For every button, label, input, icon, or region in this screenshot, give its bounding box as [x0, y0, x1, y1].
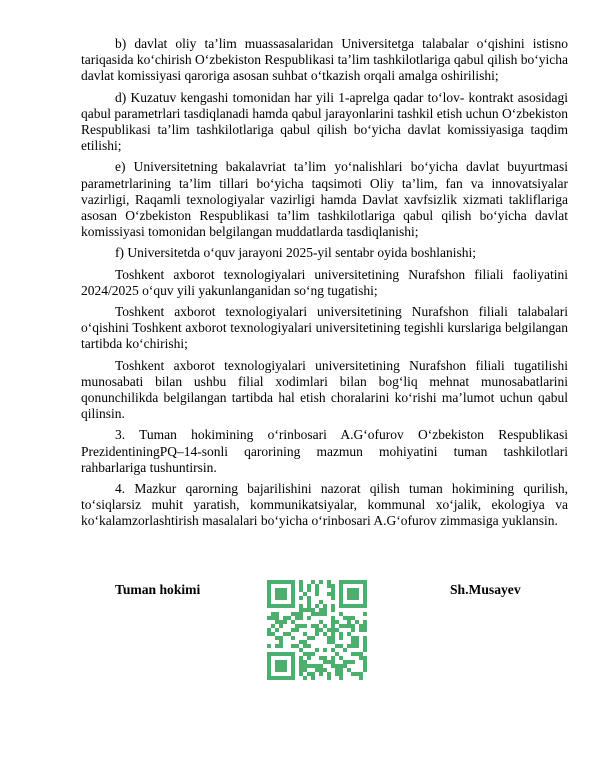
- signer-name: Sh.Musayev: [450, 581, 521, 597]
- signature-block: [81, 580, 568, 710]
- paragraph-d: d) Kuzatuv kengashi tomonidan har yili 1-aprelga qadar toʻlov- kontrakt asosidagi qabul parametrlari tasdiqlanadi hamda qabul jarayonlarini tashkil etish uchun Oʻzbekiston Respublikasi ta’lim tashkilotlariga qabul qilish boʻyicha davlat komissiyasiga taqdim etilishi;: [81, 89, 568, 154]
- qr-code: [267, 580, 367, 680]
- paragraph-e: e) Universitetning bakalavriat ta’lim yoʻnalishlari boʻyicha davlat buyurtmasi parametrlarining ta’lim tillari boʻyicha taqsimoti Oliy ta’lim, fan va innovatsiyalar vazirligi, Raqamli texnologiyalar vazirligi hamda Davlat xavfsizlik xizmati takliflariga asosan Oʻzbekiston Respublikasi ta’lim tashkilotlariga qabul qilish boʻyicha davlat komissiyasi tomonidan belgilangan muddatlarda tasdiqlanishi;: [81, 159, 568, 240]
- signer-title: Tuman hokimi: [115, 581, 201, 597]
- document-body: [81, 36, 568, 530]
- paragraph-f: f) Universitetda oʻquv jarayoni 2025-yil sentabr oyida boshlanishi;: [115, 245, 477, 261]
- paragraph-filial-tugatilishi: Toshkent axborot texnologiyalari universitetining Nurafshon filiali tugatilishi munosabati bilan ushbu filial xodimlari bilan bogʻliq mehnat munosabatlarini qonunchilikda belgilangan tartibda hal etish choralarini koʻrishi ma’lumot uchun qabul qilinsin.: [81, 357, 568, 422]
- paragraph-b: b) davlat oliy ta’lim muassasalaridan Universitetga talabalar oʻqishini istisno tariqasida koʻchirish Oʻzbekiston Respublikasi ta’lim tashkilotlariga qabul qilish boʻyicha davlat komissiyasi qaroriga asosan suhbat oʻtkazish orqali amalga oshirilishi;: [81, 36, 568, 84]
- paragraph-filial-faoliyati: Toshkent axborot texnologiyalari universitetining Nurafshon filiali faoliyatini 2024/2025 oʻquv yili yakunlanganidan soʻng tugatishi;: [81, 266, 568, 298]
- paragraph-item-4: 4. Mazkur qarorning bajarilishini nazorat qilish tuman hokimining qurilish, toʻsiqlarsiz muhit yaratish, kommunikatsiyalar, kommunal xoʻjalik, ekologiya va koʻkalamzorlashtirish masalalari boʻyicha oʻrinbosari A.Gʻofurov zimmasiga yuklansin.: [81, 481, 568, 529]
- paragraph-filial-talabalari: Toshkent axborot texnologiyalari universitetining Nurafshon filiali talabalari oʻqishini Toshkent axborot texnologiyalari universitetining tegishli kurslariga belgilangan tartibda koʻchirishi;: [81, 304, 568, 352]
- paragraph-item-3: 3. Tuman hokimining oʻrinbosari A.Gʻofurov Oʻzbekiston Respublikasi PrezidentiningPQ–14-sonli qarorining mazmun mohiyatini tuman tashkilotlari rahbarlariga tushuntirsin.: [81, 427, 568, 475]
